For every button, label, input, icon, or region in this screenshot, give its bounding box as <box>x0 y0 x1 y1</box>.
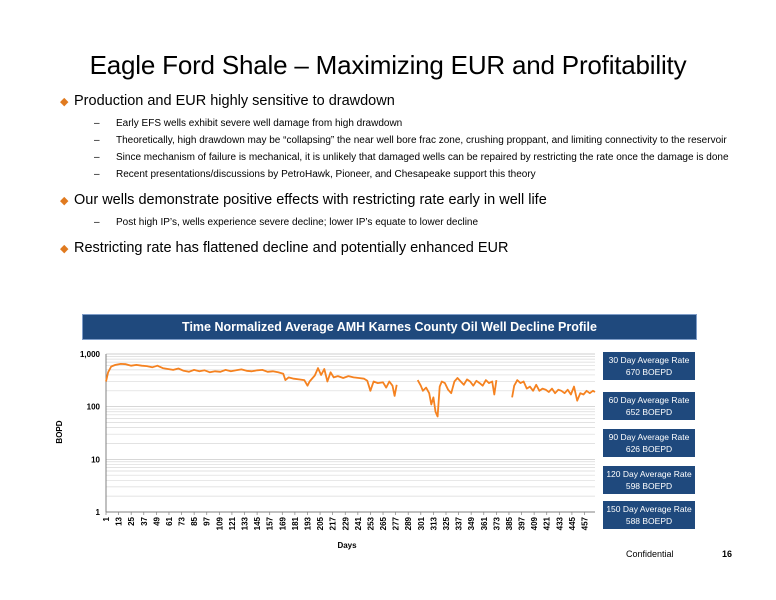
bullet-list <box>60 92 730 258</box>
x-tick-label: 409 <box>530 517 540 531</box>
avg-rate-box <box>603 352 695 380</box>
sub-bullet-text: Recent presentations/discussions by PetroHawk, Pioneer, and Chesapeake support this theory <box>116 169 536 180</box>
x-tick-label: 265 <box>379 517 389 531</box>
series-line <box>512 380 595 401</box>
x-axis-label: Days <box>337 541 357 550</box>
dash-bullet-icon: – <box>94 118 100 129</box>
x-tick-label: 85 <box>190 517 200 526</box>
x-tick-label: 25 <box>127 517 137 526</box>
x-tick-label: 193 <box>303 517 313 531</box>
x-tick-label: 37 <box>139 517 149 526</box>
sub-bullet <box>94 149 730 166</box>
x-tick-label: 13 <box>114 517 124 526</box>
y-tick-label: 1,000 <box>79 350 100 359</box>
x-tick-label: 241 <box>353 517 363 531</box>
avg-rate-label: 30 Day Average Rate <box>608 355 690 365</box>
avg-rate-label: 120 Day Average Rate <box>606 469 692 479</box>
x-tick-label: 1 <box>102 517 111 522</box>
x-tick-label: 181 <box>290 517 300 531</box>
diamond-bullet-icon: ◆ <box>60 243 69 255</box>
slide-title: Eagle Ford Shale – Maximizing EUR and Profitability <box>89 50 687 80</box>
x-tick-label: 145 <box>253 517 263 531</box>
x-tick-label: 313 <box>429 517 439 531</box>
dash-bullet-icon: – <box>94 217 100 228</box>
x-tick-label: 73 <box>177 517 187 526</box>
bullet-2-subs <box>60 214 730 231</box>
x-tick-label: 325 <box>441 517 451 531</box>
bullet-1-text: Production and EUR highly sensitive to drawdown <box>74 93 395 109</box>
y-tick-label: 100 <box>86 402 100 412</box>
x-tick-label: 133 <box>240 517 250 531</box>
series-lines <box>106 364 595 417</box>
decline-chart <box>50 344 600 554</box>
x-tick-label: 169 <box>278 517 288 531</box>
x-tick-label: 373 <box>492 517 502 531</box>
avg-rate-value: 652 BOEPD <box>625 407 673 417</box>
avg-rate-value: 626 BOEPD <box>625 444 673 454</box>
avg-rate-box <box>603 466 695 494</box>
bullet-2 <box>60 191 730 210</box>
series-line <box>418 378 497 417</box>
x-tick-label: 109 <box>215 517 225 531</box>
sub-bullet-text: Early EFS wells exhibit severe well damage from high drawdown <box>116 118 403 129</box>
avg-rate-label: 90 Day Average Rate <box>608 432 690 442</box>
bullet-1-subs <box>60 115 730 183</box>
avg-rate-value: 598 BOEPD <box>625 481 673 491</box>
x-tick-label: 337 <box>454 517 464 531</box>
x-tick-label: 421 <box>542 517 552 531</box>
avg-rate-value: 670 BOEPD <box>625 367 673 377</box>
x-tick-label: 361 <box>479 517 489 531</box>
x-tick-label: 253 <box>366 517 376 531</box>
x-tick-label: 61 <box>164 517 174 526</box>
sub-bullet <box>94 166 730 183</box>
x-tick-label: 385 <box>504 517 514 531</box>
x-tick-label: 277 <box>391 517 401 531</box>
y-tick-label: 10 <box>91 455 100 465</box>
x-tick-label: 229 <box>341 517 351 531</box>
chart-title: Time Normalized Average AMH Karnes County Oil Well Decline Profile <box>82 314 697 340</box>
avg-rate-box <box>603 501 695 529</box>
dash-bullet-icon: – <box>94 169 100 180</box>
sub-bullet-text: Since mechanism of failure is mechanical, it is unlikely that damaged wells can be repaired by restricting the rate once the damage is done <box>116 152 729 163</box>
sub-bullet <box>94 214 730 231</box>
x-tick-label: 49 <box>152 517 162 526</box>
avg-rate-box <box>603 392 695 420</box>
dash-bullet-icon: – <box>94 135 100 146</box>
confidential-label: Confidential <box>626 549 674 559</box>
avg-rate-label: 60 Day Average Rate <box>608 395 690 405</box>
avg-rate-label: 150 Day Average Rate <box>606 504 692 514</box>
x-tick-label: 433 <box>555 517 565 531</box>
dash-bullet-icon: – <box>94 152 100 163</box>
diamond-bullet-icon: ◆ <box>60 96 69 108</box>
y-tick-label: 1 <box>95 508 100 517</box>
sub-bullet-text: Theoretically, high drawdown may be “collapsing” the near well bore frac zone, crushing proppant, and limiting connectivity to the reservoir <box>116 135 727 146</box>
grid-lines <box>106 354 595 512</box>
x-tick-label: 97 <box>202 517 212 526</box>
x-tick-label: 301 <box>416 517 426 531</box>
bullet-3 <box>60 239 730 258</box>
bullet-1 <box>60 92 730 111</box>
avg-rate-value: 588 BOEPD <box>625 516 673 526</box>
avg-rate-box <box>603 429 695 457</box>
bullet-3-text: Restricting rate has flattened decline and potentially enhanced EUR <box>74 240 509 256</box>
sub-bullet-text: Post high IP’s, wells experience severe decline; lower IP’s equate to lower decline <box>116 217 479 228</box>
x-tick-label: 289 <box>404 517 414 531</box>
x-tick-label: 205 <box>316 517 326 531</box>
x-tick-label: 445 <box>567 517 577 531</box>
sub-bullet <box>94 115 730 132</box>
page-number: 16 <box>722 549 733 559</box>
x-tick-label: 349 <box>467 517 477 531</box>
y-axis-label: BOPD <box>55 420 64 444</box>
diamond-bullet-icon: ◆ <box>60 195 69 207</box>
x-tick-label: 217 <box>328 517 338 531</box>
x-tick-label: 121 <box>227 517 237 531</box>
bullet-2-text: Our wells demonstrate positive effects with restricting rate early in well life <box>74 192 547 208</box>
x-tick-label: 457 <box>580 517 590 531</box>
x-tick-label: 397 <box>517 517 527 531</box>
sub-bullet <box>94 132 730 149</box>
x-tick-label: 157 <box>265 517 275 531</box>
